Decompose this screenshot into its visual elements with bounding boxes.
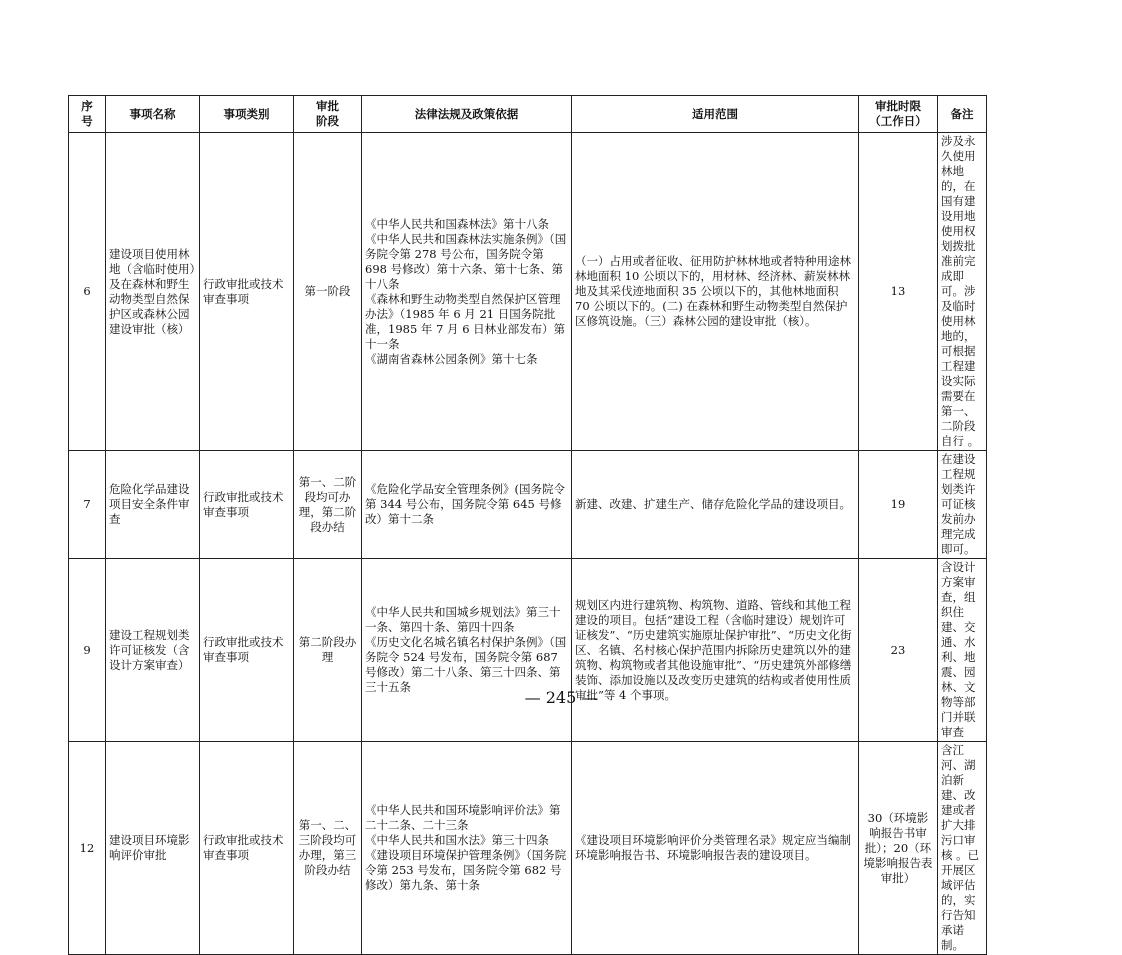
header-limit: 审批时限 （工作日） [859,96,938,133]
approval-items-table [68,95,987,955]
row-seq: 7 [69,451,106,559]
row-type: 行政审批或技术审查事项 [200,742,294,955]
header-basis: 法律法规及政策依据 [362,96,572,133]
row-scope: （一）占用或者征收、征用防护林林地或者特种用途林林地面积 10 公顷以下的，用材林、经济林、薪炭林林地及其采伐迹地面积 35 公顷以下的，其他林地面积 70 公顷以下的。(二) 在森林和野生动物类型自然保护区修筑设施。（三）森林公园的建设审批（核）。 [572,133,859,451]
table-row [69,451,987,559]
row-basis: 《中华人民共和国城乡规划法》第三十一条、第四十条、第四十四条 《历史文化名城名镇名村保护条例》（国务院令 524 号发布，国务院令第 687 号修改）第二十八条、第三十四条、第三十五条 [362,559,572,742]
row-stage: 第一、二、三阶段均可办理，第三阶段办结 [294,742,362,955]
table-header-row [69,96,987,133]
page-number: — 245 — [524,688,598,707]
table-row [69,742,987,955]
row-stage: 第一、二阶段均可办理，第二阶段办结 [294,451,362,559]
row-basis: 《中华人民共和国环境影响评价法》第二十二条、二十三条 《中华人民共和国水法》第三十四条 《建设项目环境保护管理条例》（国务院令第 253 号发布，国务院令第 682 号修改）第九条、第十条 [362,742,572,955]
row-note: 含设计方案审查，组织住建、交通、水利、地震、园林、文物等部门并联审查 [938,559,987,742]
row-note: 在建设工程规划类许可证核发前办理完成即可。 [938,451,987,559]
row-type: 行政审批或技术审查事项 [200,133,294,451]
row-note: 含江河、湖泊新建、改建或者扩大排污口审核 。已开展区域评估的，实行告知承诺制。 [938,742,987,955]
row-limit: 13 [859,133,938,451]
header-name: 事项名称 [106,96,200,133]
row-name: 危险化学品建设项目安全条件审查 [106,451,200,559]
row-scope: 规划区内进行建筑物、构筑物、道路、管线和其他工程建设的项目。包括“建设工程（含临时建设）规划许可证核发”、“历史建筑实施原址保护审批”、“历史文化街区、名镇、名村核心保护范围内拆除历史建筑以外的建筑物、构筑物或者其他设施审批”、“历史建筑外部修缮装饰、添加设施以及改变历史建筑的结构或者使用性质审批”等 4 个事项。 [572,559,859,742]
table-row [69,559,987,742]
header-seq: 序 号 [69,96,106,133]
row-seq: 12 [69,742,106,955]
row-name: 建设项目环境影响评价审批 [106,742,200,955]
row-seq: 6 [69,133,106,451]
header-type: 事项类别 [200,96,294,133]
header-scope: 适用范围 [572,96,859,133]
row-limit: 30（环境影响报告书审批）；20（环境影响报告表审批） [859,742,938,955]
row-note: 涉及永久使用林地的，在国有建设用地使用权划拨批准前完成即可。涉及临时使用林地的，可根据工程建设实际需要在第一、二阶段自行 。 [938,133,987,451]
row-basis: 《中华人民共和国森林法》第十八条 《中华人民共和国森林法实施条例》（国务院令第 278 号公布，国务院令第 698 号修改）第十六条、第十七条、第十八条 《森林和野生动物类型自然保护区管理办法》（1985 年 6 月 21 日国务院批准，1985 年 7 月 6 日林业部发布）第十一条 《湖南省森林公园条例》第十七条 [362,133,572,451]
row-basis: 《危险化学品安全管理条例》(国务院令第 344 号公布，国务院令第 645 号修改）第十二条 [362,451,572,559]
row-name: 建设工程规划类许可证核发（含设计方案审查） [106,559,200,742]
row-scope: 《建设项目环境影响评价分类管理名录》规定应当编制环境影响报告书、环境影响报告表的建设项目。 [572,742,859,955]
header-stage: 审批 阶段 [294,96,362,133]
row-name: 建设项目使用林地（含临时使用）及在森林和野生动物类型自然保护区或森林公园建设审批（核） [106,133,200,451]
row-type: 行政审批或技术审查事项 [200,451,294,559]
row-type: 行政审批或技术审查事项 [200,559,294,742]
row-seq: 9 [69,559,106,742]
row-limit: 19 [859,451,938,559]
row-stage: 第一阶段 [294,133,362,451]
header-note: 备注 [938,96,987,133]
table-row [69,133,987,451]
row-scope: 新建、改建、扩建生产、储存危险化学品的建设项目。 [572,451,859,559]
row-limit: 23 [859,559,938,742]
row-stage: 第二阶段办理 [294,559,362,742]
